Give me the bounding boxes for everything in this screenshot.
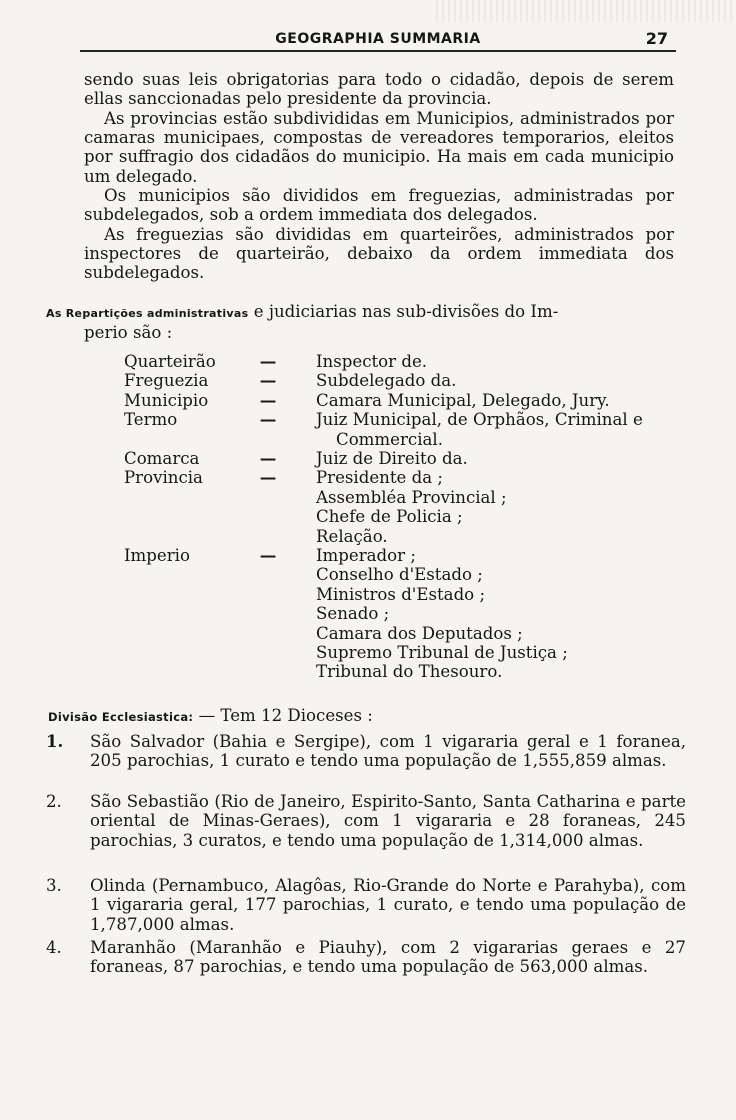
admin-official: Conselho d'Estado ;: [316, 565, 483, 585]
diocese-number: 4.: [46, 938, 62, 957]
diocese-item: [46, 876, 686, 934]
admin-official: Assembléa Provincial ;: [316, 487, 507, 507]
running-header: [80, 28, 676, 52]
admin-official: Juiz Municipal, de Orphãos, Criminal e: [316, 410, 643, 430]
admin-unit: Provincia: [124, 468, 203, 488]
admin-dash: —: [259, 467, 277, 488]
diocese-number: 1.: [46, 731, 64, 751]
admin-dash: —: [259, 409, 277, 430]
admin-official: Inspector de.: [316, 352, 428, 371]
admin-official: Juiz de Direito da.: [316, 449, 468, 468]
diocese-item: [46, 938, 686, 977]
intro-paragraph-4: As freguezias são divididas em quarteirões, administrados por inspectores de quarteirão, debaixo da ordem immediata dos subdelegados.: [84, 225, 674, 283]
admin-unit: Termo: [124, 410, 178, 430]
diocese-text: São Salvador (Bahia e Sergipe), com 1 vigararia geral e 1 foranea, 205 parochias, 1 curato e tendo uma população de 1,555,859 almas.: [90, 732, 686, 771]
reparticoes-text-1: e judiciarias nas sub-divisões do Im-: [253, 302, 559, 321]
admin-official: Camara dos Deputados ;: [316, 623, 523, 643]
divisao-lead: Divisão Ecclesiastica:: [48, 710, 194, 724]
admin-official: Commercial.: [336, 429, 443, 449]
diocese-item: [46, 792, 686, 850]
admin-official: Supremo Tribunal de Justiça ;: [316, 643, 568, 662]
diocese-item: [46, 731, 686, 771]
diocese-text: Olinda (Pernambuco, Alagôas, Rio-Grande do Norte e Parahyba), com 1 vigararia geral, 177 parochias, 1 curato, e tendo uma população de 1,787,000 almas.: [90, 876, 686, 934]
admin-unit: Imperio: [124, 546, 190, 565]
admin-official: Camara Municipal, Delegado, Jury.: [316, 390, 610, 410]
divisao-text: — Tem 12 Dioceses :: [198, 706, 373, 725]
admin-dash: —: [259, 351, 277, 371]
admin-official: Subdelegado da.: [316, 371, 457, 391]
header-title: GEOGRAPHIA SUMMARIA: [275, 31, 481, 47]
intro-paragraph-2: As provincias estão subdivididas em Municipios, administrados por camaras municipaes, compostas de vereadores temporarios, eleitos por suffragio dos cidadãos do municipio. Ha mais em cada municipio um delegado.: [84, 109, 674, 186]
admin-official: Imperador ;: [316, 546, 416, 565]
admin-dash: —: [259, 545, 277, 565]
admin-official: Presidente da ;: [316, 468, 444, 488]
diocese-number: 3.: [46, 876, 62, 895]
reparticoes-heading: [46, 302, 676, 342]
admin-dash: —: [259, 448, 277, 468]
admin-official: Chefe de Policia ;: [316, 507, 463, 527]
admin-dash: —: [259, 370, 277, 391]
admin-official: Senado ;: [316, 604, 390, 624]
page-scuff: [436, 0, 736, 22]
admin-unit: Freguezia: [124, 371, 209, 391]
diocese-text: Maranhão (Maranhão e Piauhy), com 2 vigararias geraes e 27 foraneas, 87 parochias, e tendo uma população de 563,000 almas.: [90, 938, 686, 977]
page-number: 27: [645, 29, 668, 48]
admin-official: Relação.: [316, 526, 388, 546]
admin-unit: Comarca: [124, 449, 200, 468]
divisao-heading: [48, 706, 373, 727]
diocese-text: São Sebastião (Rio de Janeiro, Espirito-Santo, Santa Catharina e parte oriental de Minas-Geraes), com 1 vigararia e 28 foraneas, 245 parochias, 3 curatos, e tendo uma população de 1,314,000 almas.: [90, 792, 686, 850]
intro-paragraph-3: Os municipios são divididos em freguezias, administradas por subdelegados, sob a ordem immediata dos delegados.: [84, 186, 674, 225]
diocese-number: 2.: [46, 792, 62, 811]
admin-unit: Quarteirão: [124, 352, 216, 371]
admin-dash: —: [259, 389, 277, 410]
reparticoes-text-2: perio são :: [84, 323, 173, 342]
admin-official: Ministros d'Estado ;: [316, 584, 486, 604]
reparticoes-lead: As Repartições administrativas: [46, 307, 249, 320]
intro-paragraph-1: sendo suas leis obrigatorias para todo o cidadão, depois de serem ellas sanccionadas pelo presidente da provincia.: [84, 70, 674, 109]
admin-official: Tribunal do Thesouro.: [316, 662, 503, 682]
admin-unit: Municipio: [124, 390, 209, 410]
